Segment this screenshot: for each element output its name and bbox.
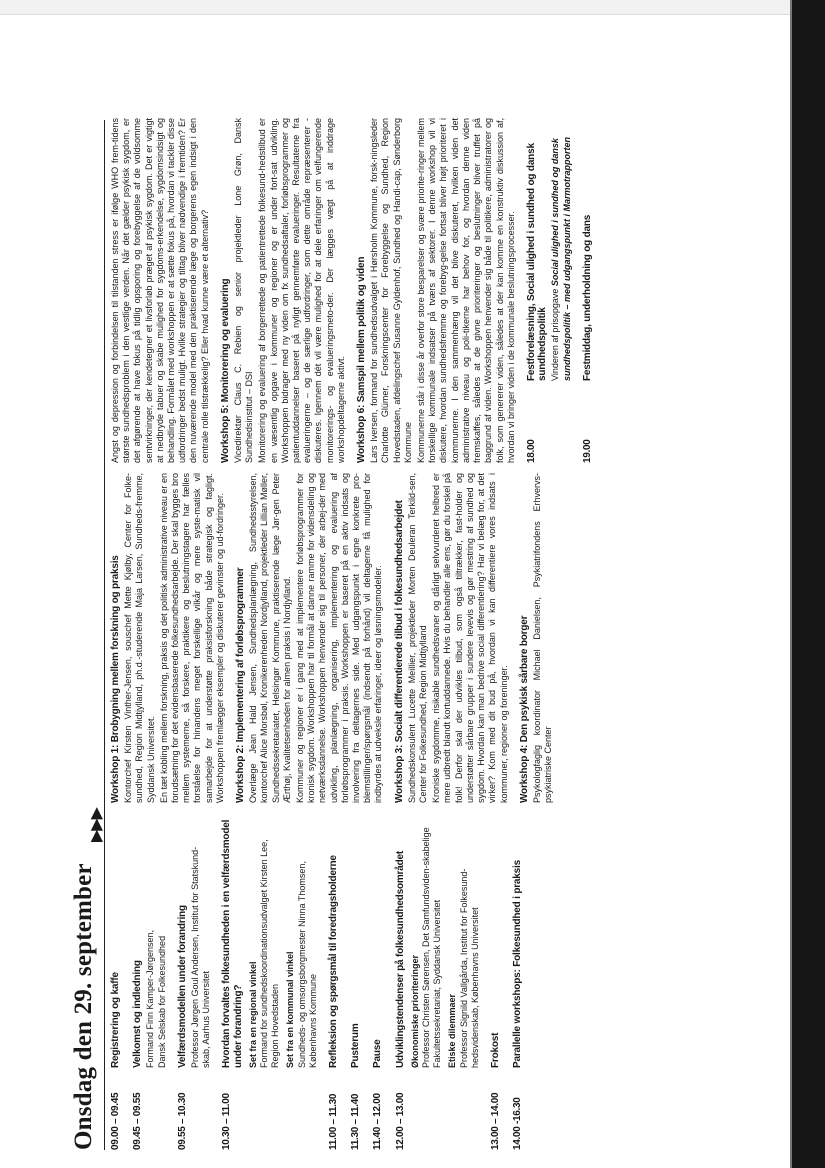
workshop-1 <box>110 473 226 803</box>
time-slot: 13.00 – 14.00 <box>490 1092 502 1150</box>
schedule-row <box>132 815 168 1150</box>
workshop-description: Kroniske sygdomme, risikable sundhedsvaner og dårligt selvvurderet helbred er mere udbredt blandt kortuddannede. Hvis du behandler alle ens, gør du forskel på folk! Derfor skal der udvikles tilbud, som også tiltrækker, fast-holder og understøtter sårbare grupper i sundere levevis og gør mestring af sundhed og sygdom. Hvordan kan man bedrive social differentiering? Har vi belæg for, at det virker? Kom med dit bud på, hvordan vi kan differentiere vores indsats i kommuner, regioner og foreninger. <box>431 473 509 803</box>
session-title: Velkomst og indledning <box>132 960 144 1068</box>
session-title: Velfærdsmodellen under forandring <box>176 905 188 1068</box>
etiske-title: Etiske dilemmaer <box>447 993 458 1068</box>
schedule-row <box>328 815 341 1150</box>
speaker-line: skab, Aarhus Universitet <box>201 970 212 1068</box>
speaker-line: Professor Jørgen Goul Andersen, Institut for Statskund- <box>190 846 201 1068</box>
workshop-speakers: Overlæge Jean Hald Jensen, Sundhedsplanlægning, Sundhedsstyrelsen, kontorchef Alice Morsbøl, Kronikerenheden Nordjylland, projektleder Lillian Møller, Sundhedssekretariatet, Helsingør Kommune, praktiserende læge Jør-gen Peter Ærthøj, Kvalitetsenheden for almen praksis i Nordjylland. <box>248 473 292 803</box>
workshop-5 <box>220 118 347 463</box>
workshop-4 <box>519 473 555 803</box>
title-divider <box>104 120 105 1150</box>
schedule-row <box>582 118 595 463</box>
schedule-column <box>110 815 534 1150</box>
workshop-description: Angst og depression og forbindelsen til tilstanden stress er ifølge WHO frem-tidens største sundhedsproblem i den vestlige verden. Når det gælder psykisk sygdom, er det afgørende at have fokus på tidlig opsporing og forebyggelse af de voldsomme sentvirkninger, der kendetegner et livsforløb præget af psykisk sygdom. Det er vigtigt at nedbryde tabuer og skabe mulighed for sygdoms-erkendelse, sygdomsindsigt og behandling. Formålet med workshoppen er at sætte fokus på, hvordan vi tackler disse udfordringer bedst muligt. Hvilke strategier og tiltag bliver nødvendige i fremtiden? Er den nuværende model med den praktiserende læge og borgerens egen indsigt i den centrale rolle tilstrækkelig? Eller hvad kunne være et alternativ? <box>110 118 210 463</box>
workshop-description: En tæt kobling mellem forskning, praksis og det politisk administrative niveau er en forudsætning for det evidensbaserede folkesundhedsarbejde. Der skal bygges bro mellem systemerne, så forskere, praktikere og beslutningstagere har fælles forståelse for hinandens meget forskellige vilkår og mere syste-matisk vil samarbejde for at understøtte praksisforskning både strategisk og fagligt. Workshoppen fremlægger eksempler og diskuterer gevinster og ud-fordringer. <box>158 473 225 803</box>
workshop-speakers: Sundhedskonsulent Lucette Meillier, projektleder Morten Deuleran Terkild-sen, Center for Folkesundhed, Region Midtjylland <box>406 473 429 803</box>
time-slot: 18.00 <box>525 439 537 463</box>
time-slot: 12.00 – 13.00 <box>394 1092 406 1150</box>
time-slot: 11.40 – 12.00 <box>372 1093 384 1150</box>
session-title: Festforelæsning, Social ulighed i sundhed og dansk sundhedspolitik <box>525 143 549 381</box>
workshop-title: Workshop 4: Den psykisk sårbare borger <box>518 615 530 803</box>
page-title: Onsdag den 29. september <box>70 863 97 1150</box>
workshop-title: Workshop 2: Implementering af forløbsprogrammer <box>235 567 247 803</box>
workshop-title: Workshop 5: Monitorering og evaluering <box>219 278 231 463</box>
workshop-description: Monitorering og evaluering af borgerrettede og patientrettede folkesund-hedstilbud er en væsentlig opgave i kommuner og regioner og er under fort-sat udvikling. Workshoppen bidrager med ny viden om fx sundhedsaftaler, forløbsprogrammer og patientuddannelser baseret på nyligt gennemførte evalueringer. Resultaterne fra evalueringerne – og de særlige udfordringer, som dette område repræsenterer - diskuteres. Igennem dét vil være mulighed for at dele erfaringer om velfungerende monitorerings- og evalueringsmeto-der. Der lægges vægt på at inddrage workshopdeltagerne aktivt. <box>257 118 346 463</box>
schedule-row <box>221 815 319 1150</box>
regional-title: Set fra en regional vinkel <box>247 961 258 1068</box>
time-slot: 09.45 – 09.55 <box>132 1092 144 1150</box>
session-title: Udviklingstendenser på folkesundhedsområdet <box>394 850 406 1068</box>
lecture-intro: Vinderen af prisopgave <box>550 286 561 381</box>
workshop-description: Kommunerne står i disse år overfor store besparelser og svære priorite-ringer mellem forskellige kommunale indsatser på tværs af sektorer. I denne workshop vil vi diskutere, hvordan sundhedsfremme og forebyg-gelse fortsat bliver højt prioriteret i kommunerne. I den sammenhæng vil det blive diskuteret, hvilken viden det administrative niveau og poli-tikerne har behov for, og hvordan denne viden fremskaffes, således at de givne prioriteringer og beslutninger bliver truffet på baggrund af viden. Workshoppen henvender sig både til politikere, administratorer og folk, som genererer viden, således at der kan komme en konstruktiv diskussion af, hvordan vi bringer viden i de kommunale beslutningsprocesser. <box>416 118 516 463</box>
time-slot: 09.00 – 09.45 <box>110 1092 121 1150</box>
speaker-line: Dansk Selskab for Folkesundhed <box>156 935 167 1068</box>
workshop-title: Workshop 6: Samspil mellem politik og viden <box>356 256 368 463</box>
workshop-3 <box>394 473 510 803</box>
workshop-description: Kommuner og regioner er i gang med at implementere forløbsprogrammer for kronisk sygdom. Workshoppen har til formål at danne ramme for vidensdeling og netværksdannelse. Workshoppen henvender sig til personer, der arbej-der med udvikling, planlægning, organisering, implementering og evaluering af forløbsprogrammer i praksis. Workshoppen er baseret på en aktiv indsats og involvering fra deltagernes side. Med udgangspunkt i egne konkrete pro-blemstillinger/spørgsmål (indsendt på forhånd) vil deltagerne få mulighed for indbyrdes at udveksle erfaringer, ideer og løsningsmodeller. <box>295 473 384 803</box>
time-slot: 10.30 – 11.00 <box>221 1093 233 1150</box>
lecture-topic: Social ulighed i sundhed og dansk sundhedspolitik – med udgangspunkt i Marmotrapporten <box>550 136 572 381</box>
schedule-row <box>110 815 123 1150</box>
workshops-column-2 <box>110 118 604 463</box>
workshop-speakers: Vicedirektør Claus C. Rebien og senior projektleder Lone Grøn, Dansk Sundhedsinstitut – DSI <box>233 118 255 463</box>
schedule-row <box>490 815 503 1150</box>
workshops-column-1 <box>110 473 563 803</box>
session-title: Parallelle workshops: Folkesundhed i praksis <box>512 860 524 1068</box>
etiske-speaker: Professor Signild Vallgårda, Institut for Folkesund-hedsvidenskab, Københavns Universitet <box>458 868 480 1068</box>
schedule-row <box>177 815 213 1150</box>
session-title: Refleksion og spørgsmål til foredragsholderne <box>328 855 340 1068</box>
time-slot: 09.55 – 10.30 <box>176 1092 188 1150</box>
schedule-row <box>350 815 363 1150</box>
kommunal-speaker: Sundheds- og omsorgsborgmester Ninna Thomsen, Københavns Kommune <box>296 861 318 1068</box>
workshop-speakers: Lars Iversen, formand for sundhedsudvalget i Hørsholm Kommune, forsk-ningsleder Charlotte Glümer, Forskningscenter for Forebyggelse og Sundhed, Region Hovedstaden, afdelingschef Susanne Gyldenhof, Sundhed og Handi-cap, Sønderborg Kommune <box>369 118 413 463</box>
schedule-row <box>372 815 385 1150</box>
arrow-icons: ▶▶▶ <box>88 808 105 842</box>
workshop-6 <box>356 118 517 463</box>
kommunal-title: Set fra en kommunal vinkel <box>285 951 296 1068</box>
session-title: Festmiddag, underholdning og dans <box>581 214 593 381</box>
workshop-speakers: Kontorchef Kirsten Vinther-Jensen, souschef Mette Kjølby, Center for Folke-sundhed, Region Midtjylland, ph.d.-studerende Maja Larsen, Sundheds-fremme, Syddansk Universitet. <box>123 473 156 803</box>
speaker-line: Formand Finn Kamper-Jørgensen, <box>145 929 156 1068</box>
regional-speaker: Formand for sundhedskoordinationsudvalget Kirsten Lee, Region Hovedstaden <box>259 839 281 1068</box>
schedule-row <box>526 118 573 463</box>
workshop-2 <box>235 473 385 803</box>
session-title: Registrering og kaffe <box>110 972 121 1068</box>
session-title: Frokost <box>490 1032 502 1068</box>
time-slot: 14.00 -16.30 <box>512 1097 524 1150</box>
workshop-title: Workshop 1: Brobygning mellem forskning og praksis <box>110 555 121 803</box>
workshop-title: Workshop 3: Socialt differentierede tilbud i folkesundhedsarbejdet <box>393 500 405 803</box>
workshop-4-continued <box>110 118 211 463</box>
time-slot: 11.30 – 11.40 <box>350 1093 362 1150</box>
time-slot: 11.00 – 11.30 <box>328 1093 340 1150</box>
oekonomiske-speaker: Professor Christen Sørensen, Det Samfundsviden-skabelige Fakultetssekretariat, Syddansk Universitet <box>421 827 443 1068</box>
session-title: Hvordan forvaltes folkesundheden i en velfærdsmodel under forandring? <box>221 819 244 1068</box>
lecture-description <box>550 118 572 381</box>
schedule-row <box>512 815 525 1150</box>
workshop-speakers: Psykologfaglig koordinator Michael Danielsen, Psykiatrifondens Erhvervs-psykiatriske Center <box>531 473 554 803</box>
session-title: Pusterum <box>350 1023 362 1068</box>
oekonomiske-title: Økonomiske prioriteringer <box>409 954 420 1068</box>
schedule-row <box>395 815 481 1150</box>
session-title: Pause <box>372 1039 384 1068</box>
time-slot: 19.00 <box>581 439 593 463</box>
